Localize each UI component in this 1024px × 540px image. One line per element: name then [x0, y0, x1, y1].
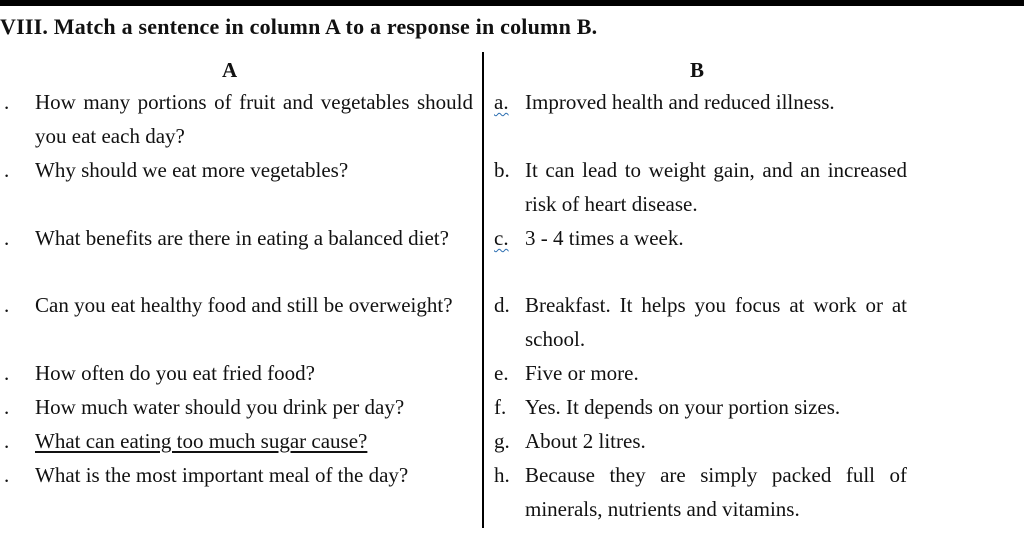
answer-letter-h: h.: [494, 463, 510, 487]
top-border: [0, 0, 1024, 6]
answer-letter-c: c.: [494, 226, 509, 250]
question-number: .: [4, 463, 10, 487]
question-6: How much water should you drink per day?: [35, 395, 405, 419]
question-8: What is the most important meal of the day?: [35, 463, 409, 487]
question-number: .: [4, 293, 10, 317]
answer-c: 3 - 4 times a week.: [525, 226, 684, 250]
answer-f: Yes. It depends on your portion sizes.: [525, 395, 841, 419]
answer-letter-e: e.: [494, 361, 509, 385]
answer-letter-d: d.: [494, 293, 510, 317]
answer-letter-b: b.: [494, 158, 510, 182]
answer-a: Improved health and reduced illness.: [525, 90, 835, 114]
question-number: .: [4, 90, 10, 114]
answer-letter-f: f.: [494, 395, 507, 419]
question-2: Why should we eat more vegetables?: [35, 158, 349, 182]
column-a-header: A: [222, 58, 238, 82]
question-number: .: [4, 226, 10, 250]
question-number: .: [4, 158, 10, 182]
question-7-text: What can eating too much sugar cause?: [35, 429, 368, 453]
answer-d: Breakfast. It helps you focus at work or at school.: [525, 293, 907, 351]
column-b-header: B: [690, 58, 705, 82]
answer-b: It can lead to weight gain, and an increased risk of heart disease.: [525, 158, 907, 216]
column-divider: [482, 52, 484, 528]
answer-letter-a: a.: [494, 90, 509, 114]
question-number: .: [4, 361, 10, 385]
exercise-title: VIII. Match a sentence in column A to a response in column B.: [0, 14, 598, 39]
answer-e: Five or more.: [525, 361, 639, 385]
question-7: [35, 424, 473, 458]
answer-g: About 2 litres.: [525, 429, 646, 453]
question-3: What benefits are there in eating a balanced diet?: [35, 226, 449, 250]
question-number: .: [4, 395, 10, 419]
question-4: Can you eat healthy food and still be overweight?: [35, 293, 453, 317]
question-number: .: [4, 429, 10, 453]
question-5: How often do you eat fried food?: [35, 361, 315, 385]
question-1: How many portions of fruit and vegetables should you eat each day?: [35, 90, 473, 148]
answer-letter-g: g.: [494, 429, 510, 453]
answer-h: Because they are simply packed full of minerals, nutrients and vitamins.: [525, 463, 907, 521]
